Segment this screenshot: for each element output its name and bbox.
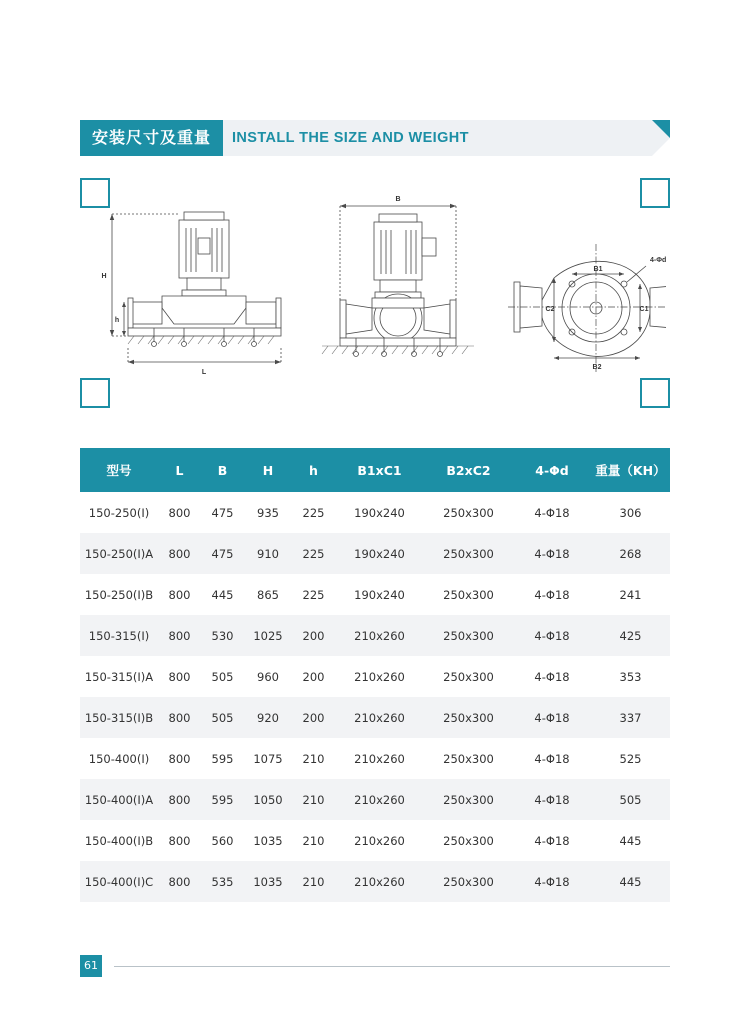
cell-model: 150-250(I)B (80, 574, 158, 615)
cell-bolts: 4-Φ18 (513, 861, 591, 902)
cell-l: 800 (158, 492, 201, 533)
cell-b2c2: 250x300 (424, 697, 513, 738)
cell-model: 150-250(I) (80, 492, 158, 533)
col-header-model: 型号 (80, 448, 158, 492)
cell-b: 475 (201, 492, 244, 533)
cell-l: 800 (158, 820, 201, 861)
label-side-B: B (395, 196, 401, 203)
cell-bolts: 4-Φ18 (513, 533, 591, 574)
cell-h: 1075 (244, 738, 292, 779)
cell-h: 1025 (244, 615, 292, 656)
cell-hl: 210 (292, 779, 335, 820)
cell-hl: 210 (292, 820, 335, 861)
table-row (80, 492, 670, 533)
table-row (80, 738, 670, 779)
cell-hl: 210 (292, 861, 335, 902)
cell-b: 475 (201, 533, 244, 574)
cell-weight: 268 (591, 533, 670, 574)
cell-h: 1035 (244, 820, 292, 861)
cell-weight: 337 (591, 697, 670, 738)
cell-model: 150-250(I)A (80, 533, 158, 574)
cell-weight: 306 (591, 492, 670, 533)
cell-hl: 200 (292, 656, 335, 697)
page-footer (80, 955, 670, 977)
cell-l: 800 (158, 656, 201, 697)
spec-table (80, 448, 670, 902)
cell-l: 800 (158, 615, 201, 656)
col-header-h-lower: h (292, 448, 335, 492)
cell-b2c2: 250x300 (424, 492, 513, 533)
cell-l: 800 (158, 861, 201, 902)
cell-l: 800 (158, 533, 201, 574)
label-top-C1: C1 (639, 306, 649, 313)
cell-h: 1035 (244, 861, 292, 902)
cell-weight: 525 (591, 738, 670, 779)
cell-hl: 225 (292, 492, 335, 533)
cell-b1c1: 210x260 (335, 779, 424, 820)
cell-h: 1050 (244, 779, 292, 820)
cell-model: 150-315(I) (80, 615, 158, 656)
cell-b1c1: 190x240 (335, 574, 424, 615)
cell-l: 800 (158, 738, 201, 779)
table-row (80, 615, 670, 656)
cell-b2c2: 250x300 (424, 615, 513, 656)
table-row (80, 533, 670, 574)
cell-model: 150-315(I)A (80, 656, 158, 697)
cell-bolts: 4-Φ18 (513, 738, 591, 779)
col-header-bolts: 4-Φd (513, 448, 591, 492)
label-top-B2: B2 (592, 364, 602, 371)
cell-hl: 200 (292, 615, 335, 656)
cell-b1c1: 210x260 (335, 861, 424, 902)
cell-bolts: 4-Φ18 (513, 615, 591, 656)
cell-b2c2: 250x300 (424, 861, 513, 902)
col-header-weight: 重量（KH） (591, 448, 670, 492)
cell-h: 935 (244, 492, 292, 533)
col-header-b2c2: B2xC2 (424, 448, 513, 492)
section-header (80, 120, 670, 156)
cell-h: 865 (244, 574, 292, 615)
header-corner-cut (652, 138, 670, 156)
cell-hl: 200 (292, 697, 335, 738)
table-row (80, 820, 670, 861)
cell-b2c2: 250x300 (424, 533, 513, 574)
label-top-bolt-holes: 4-Φd (650, 257, 666, 264)
table-header-row (80, 448, 670, 492)
cell-hl: 225 (292, 533, 335, 574)
col-header-h-upper: H (244, 448, 292, 492)
cell-bolts: 4-Φ18 (513, 492, 591, 533)
cell-b: 445 (201, 574, 244, 615)
cell-weight: 445 (591, 861, 670, 902)
cell-b1c1: 210x260 (335, 656, 424, 697)
page-number: 61 (80, 955, 102, 977)
cell-h: 960 (244, 656, 292, 697)
cell-bolts: 4-Φ18 (513, 820, 591, 861)
cell-model: 150-400(I)B (80, 820, 158, 861)
pump-dimension-drawings (84, 182, 666, 404)
header-corner-decoration (652, 120, 670, 138)
cell-b2c2: 250x300 (424, 656, 513, 697)
cell-b: 530 (201, 615, 244, 656)
label-front-h: h (114, 317, 120, 324)
cell-b: 505 (201, 697, 244, 738)
cell-bolts: 4-Φ18 (513, 697, 591, 738)
col-header-b1c1: B1xC1 (335, 448, 424, 492)
table-row (80, 861, 670, 902)
cell-l: 800 (158, 779, 201, 820)
cell-h: 920 (244, 697, 292, 738)
col-header-b: B (201, 448, 244, 492)
cell-model: 150-315(I)B (80, 697, 158, 738)
label-front-L: L (201, 369, 207, 376)
label-top-C2: C2 (545, 306, 555, 313)
cell-b1c1: 210x260 (335, 738, 424, 779)
front-view-drawing (110, 212, 281, 364)
cell-b1c1: 210x260 (335, 697, 424, 738)
page-title-cn: 安装尺寸及重量 (80, 120, 223, 156)
cell-hl: 210 (292, 738, 335, 779)
cell-b1c1: 210x260 (335, 615, 424, 656)
cell-b1c1: 190x240 (335, 533, 424, 574)
cell-b: 535 (201, 861, 244, 902)
table-row (80, 697, 670, 738)
cell-l: 800 (158, 574, 201, 615)
table-row (80, 574, 670, 615)
cell-bolts: 4-Φ18 (513, 656, 591, 697)
cell-weight: 353 (591, 656, 670, 697)
cell-model: 150-400(I)A (80, 779, 158, 820)
cell-bolts: 4-Φ18 (513, 574, 591, 615)
cell-weight: 445 (591, 820, 670, 861)
figure-panel (80, 178, 670, 408)
cell-b: 595 (201, 779, 244, 820)
spec-table-wrapper (80, 448, 670, 902)
label-front-H: H (101, 273, 107, 280)
cell-b: 595 (201, 738, 244, 779)
cell-weight: 425 (591, 615, 670, 656)
cell-model: 150-400(I)C (80, 861, 158, 902)
cell-hl: 225 (292, 574, 335, 615)
table-row (80, 656, 670, 697)
table-row (80, 779, 670, 820)
cell-h: 910 (244, 533, 292, 574)
cell-b2c2: 250x300 (424, 574, 513, 615)
cell-weight: 241 (591, 574, 670, 615)
cell-b2c2: 250x300 (424, 820, 513, 861)
page-title-en: INSTALL THE SIZE AND WEIGHT (232, 130, 469, 146)
cell-b: 505 (201, 656, 244, 697)
cell-b2c2: 250x300 (424, 779, 513, 820)
cell-b1c1: 210x260 (335, 820, 424, 861)
cell-bolts: 4-Φ18 (513, 779, 591, 820)
cell-b2c2: 250x300 (424, 738, 513, 779)
side-view-drawing (322, 204, 474, 357)
col-header-l: L (158, 448, 201, 492)
label-top-B1: B1 (593, 266, 603, 273)
cell-model: 150-400(I) (80, 738, 158, 779)
footer-divider (114, 966, 670, 967)
cell-l: 800 (158, 697, 201, 738)
cell-b1c1: 190x240 (335, 492, 424, 533)
cell-b: 560 (201, 820, 244, 861)
cell-weight: 505 (591, 779, 670, 820)
